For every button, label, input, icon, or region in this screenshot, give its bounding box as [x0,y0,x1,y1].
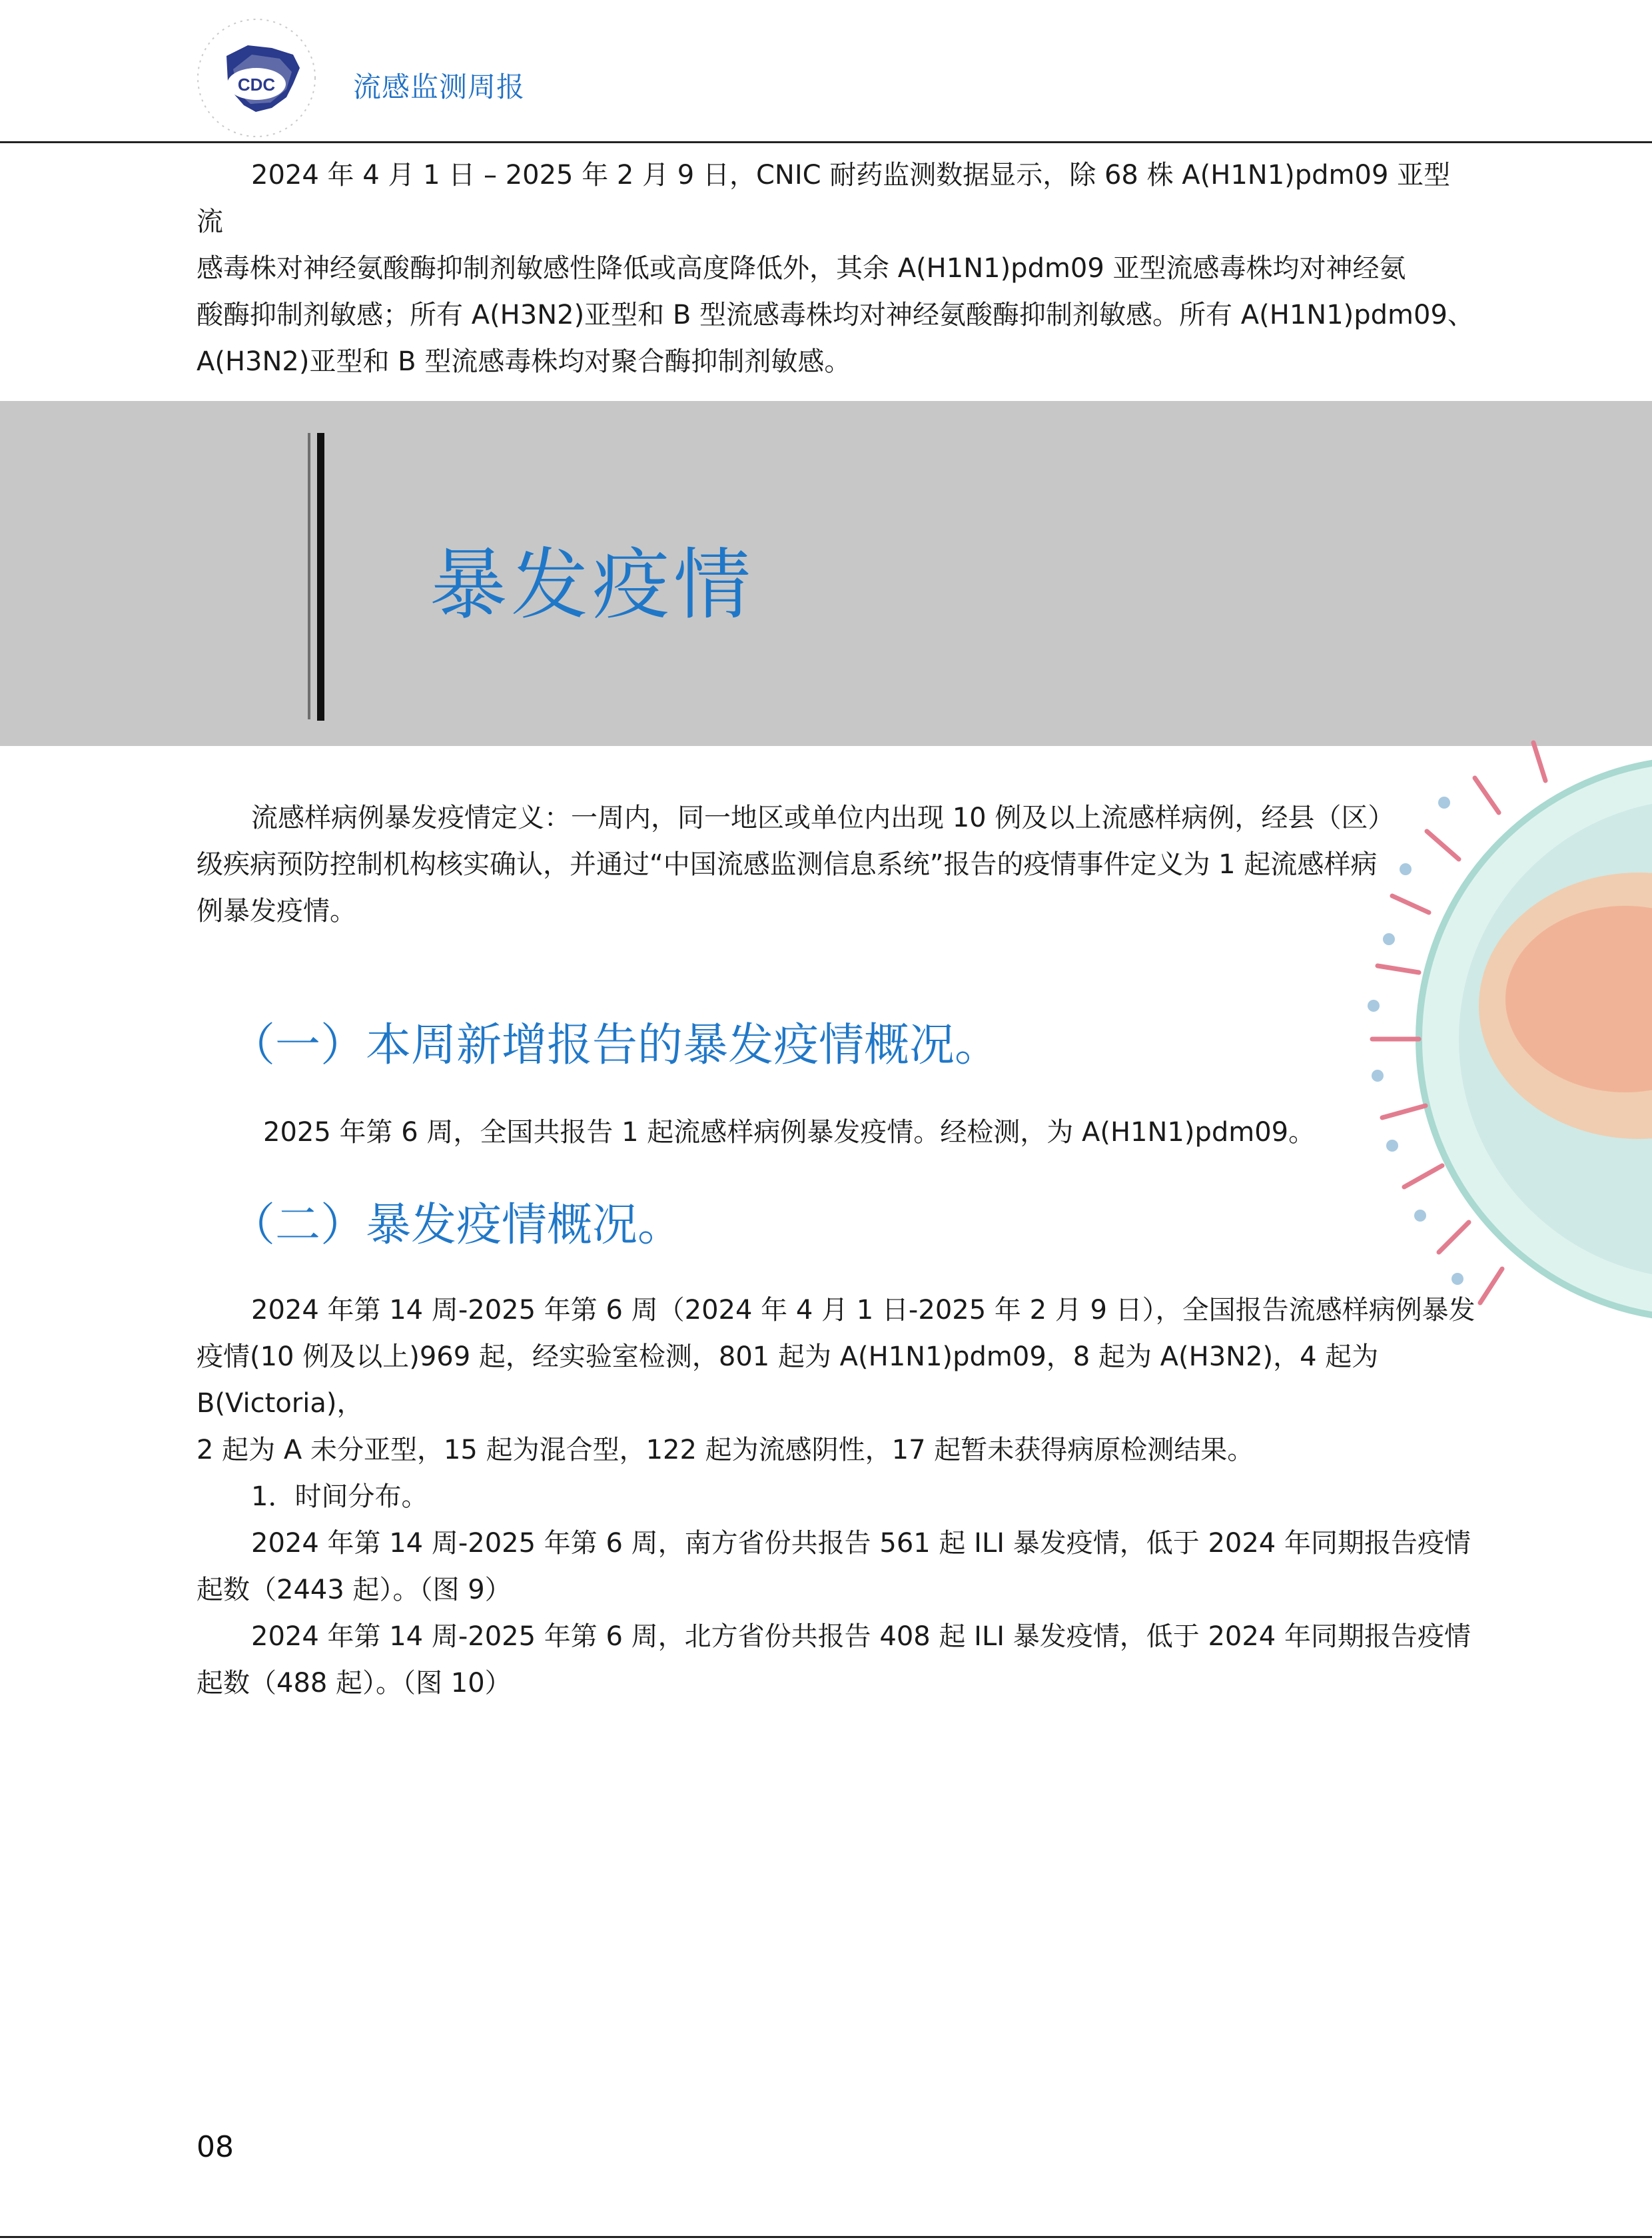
paragraph-line: 2024 年第 14 周-2025 年第 6 周，北方省份共报告 408 起 ILI 暴发疫情，低于 2024 年同期报告疫情 [251,1621,1471,1652]
paragraph-line: 起数（2443 起）。（图 9） [197,1575,512,1605]
outbreak-definition-paragraph [197,795,1475,934]
paragraph-line: 级疾病预防控制机构核实确认，并通过“中国流感监测信息系统”报告的疫情事件定义为 1 起流感样病 [197,849,1378,880]
paragraph-line: 起数（488 起）。（图 10） [197,1668,512,1698]
subheading-outbreak-overview: （二）暴发疫情概况。 [230,1199,683,1252]
week-outbreak-sentence: 2025 年第 6 周，全国共报告 1 起流感样病例暴发疫情。经检测，为 A(H1N1)pdm09。 [263,1117,1316,1148]
paragraph-line: 流感样病例暴发疫情定义：一周内，同一地区或单位内出现 10 例及以上流感样病例，经县（区） [251,803,1395,833]
page-header [0,0,1652,144]
footer-divider [0,2236,1652,2238]
paragraph-line: 2 起为 A 未分亚型，15 起为混合型，122 起为流感阴性，17 起暂未获得病原检测结果。 [197,1435,1254,1465]
section-title: 暴发疫情 [430,540,755,630]
subheading-new-outbreaks: （一）本周新增报告的暴发疫情概况。 [230,1019,1001,1072]
header-divider [0,141,1652,143]
paragraph-line: 疫情(10 例及以上)969 起，经实验室检测，801 起为 A(H1N1)pdm09，8 起为 A(H3N2)，4 起为 B(Victoria)， [197,1341,1379,1419]
report-title: 流感监测周报 [353,71,526,103]
banner-accent-thick-bar [317,433,324,721]
page-number: 08 [197,2130,234,2164]
paragraph-line: 1．时间分布。 [251,1481,428,1512]
paragraph-line: 2024 年 4 月 1 日 – 2025 年 2 月 9 日，CNIC 耐药监测数据显示，除 68 株 A(H1N1)pdm09 亚型流 [197,160,1451,237]
banner-accent-thin-bar [308,433,310,719]
section-banner [0,401,1652,746]
china-cdc-logo [187,15,326,141]
paragraph-line: 2024 年第 14 周-2025 年第 6 周（2024 年 4 月 1 日-2025 年 2 月 9 日），全国报告流感样病例暴发 [251,1295,1475,1325]
paragraph-line: 感毒株对神经氨酸酶抑制剂敏感性降低或高度降低外，其余 A(H1N1)pdm09 亚型流感毒株均对神经氨 [197,253,1406,284]
outbreak-summary-paragraph [197,1287,1475,1706]
svg-text:CDC: CDC [237,75,276,95]
paragraph-line: A(H3N2)亚型和 B 型流感毒株均对聚合酶抑制剂敏感。 [197,346,851,377]
paragraph-line: 酸酶抑制剂敏感；所有 A(H3N2)亚型和 B 型流感毒株均对神经氨酸酶抑制剂敏感。所有 A(H1N1)pdm09、 [197,300,1474,330]
drug-resistance-paragraph [197,152,1475,385]
paragraph-line: 例暴发疫情。 [197,896,356,927]
paragraph-line: 2024 年第 14 周-2025 年第 6 周，南方省份共报告 561 起 ILI 暴发疫情，低于 2024 年同期报告疫情 [251,1528,1471,1559]
